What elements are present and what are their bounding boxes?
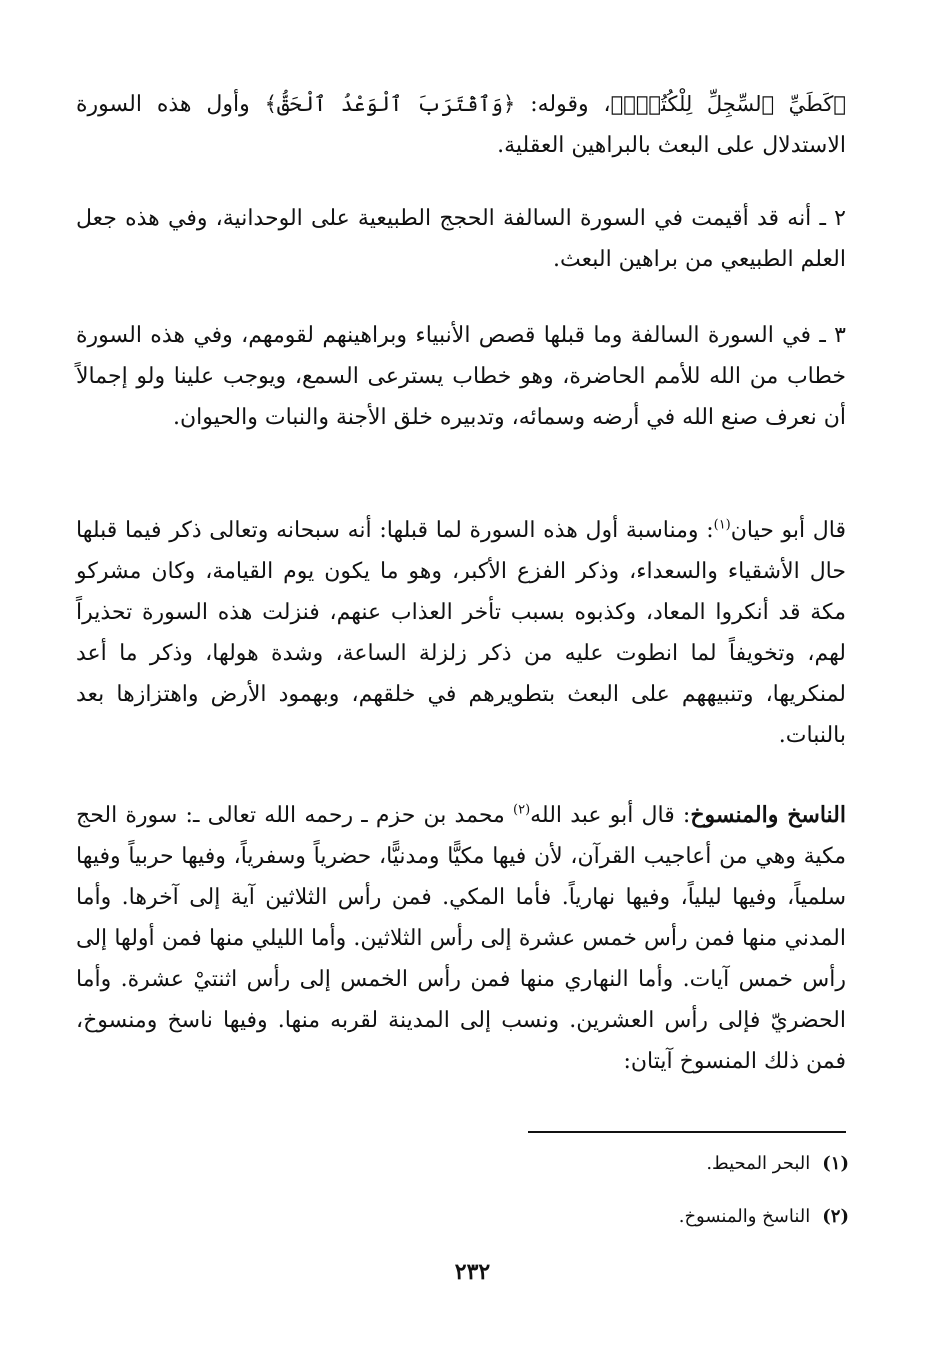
section-heading: الناسخ والمنسوخ	[690, 802, 846, 828]
footnote-2	[679, 1204, 849, 1230]
quran-bracket-close-2: ﴾	[264, 92, 277, 116]
footnote-divider	[528, 1131, 846, 1133]
paragraph-quran-citation	[76, 84, 846, 166]
paragraph-point-3: ٣ ـ في السورة السالفة وما قبلها قصص الأنبياء وبراهينهم لقومهم، وفي هذه السورة خطاب من الله للأمم الحاضرة، وهو خطاب يسترعى السمع، ويوجب علينا ولو إجمالاً أن نعرف صنع الله في أرضه وسمائه، وتدبيره خلق الأجنة والنبات والحيوان.	[76, 323, 846, 430]
quran-verse-2: وَٱقْتَرَبَ ٱلْوَعْدُ ٱلْحَقُّ	[276, 92, 503, 116]
footnote-number: (١)	[822, 1153, 849, 1174]
paragraph-point-2: ٢ ـ أنه قد أقيمت في السورة السالفة الحجج الطبيعية على الوحدانية، وفي هذه جعل العلم الطبيعي من براهين البعث.	[76, 206, 846, 272]
paragraph-text: : ومناسبة أول هذه السورة لما قبلها: أنه سبحانه وتعالى ذكر فيما قبلها حال الأشقياء والسعداء، وذكر الفزع الأكبر، وهو ما يكون يوم القيامة، وكان مشركو مكة قد أنكروا المعاد، وكذبوه بسبب تأخر العذاب عنهم، فنزلت هذه السورة تحذيراً لهم، وتخويفاً لما انطوت عليه من ذكر زلزلة الساعة، وشدة هولها، وذكر ما أعد لمنكريها، وتنبيههم على البعث بتطويرهم في خلقهم، وبهمود الأرض واهتزازها بعد بالنبات.	[76, 518, 846, 748]
quran-bracket-open-1: ﴿	[833, 92, 846, 116]
paragraph-text: محمد بن حزم ـ رحمه الله تعالى ـ: سورة الحج مكية وهي من أعاجيب القرآن، لأن فيها مكيًّا ومدنيًّا، حضرياً وسفرياً، وفيها حربياً وفيها سلمياً، وفيها ليلياً، وفيها نهارياً. فأما المكي. فمن رأس الثلاثين آية إلى آخرها. وأما المدني منها فمن رأس خمس عشرة إلى رأس الثلاثين. وأما الليلي منها فمن أولها إلى رأس خمس آيات. وأما النهاري منها فمن رأس الخمس إلى رأس اثنتيْ عشرة. وأما الحضريّ فإلى رأس العشرين. ونسب إلى المدينة لقربه منها. وفيها ناسخ ومنسوخ، فمن ذلك المنسوخ آيتان:	[76, 803, 846, 1074]
paragraph-lead: : قال أبو عبد الله	[530, 803, 691, 828]
footnote-text: البحر المحيط.	[706, 1153, 811, 1174]
footnote-ref-1: (١)	[713, 517, 731, 533]
page-number: ٢٣٢	[454, 1259, 491, 1285]
footnote-text: الناسخ والمنسوخ.	[678, 1206, 811, 1227]
paragraph-lead: قال أبو حيان	[730, 518, 847, 543]
footnote-1	[706, 1151, 849, 1177]
footnote-ref-2: (٢)	[513, 802, 531, 818]
quran-bracket-close-1: ﴾	[610, 92, 624, 116]
quran-verse-1: كَطَيِّ ٱلسِّجِلِّ لِلْكُتُبِۚ	[623, 92, 834, 116]
paragraph-text: ، وقوله:	[515, 92, 611, 117]
paragraph-abu-hayyan	[76, 510, 846, 756]
paragraph-nasikh-mansukh	[76, 795, 846, 1082]
paragraph-text: وأول هذه السورة الاستدلال على البعث بالبراهين العقلية.	[76, 92, 846, 158]
quran-bracket-open-2: ﴿	[503, 92, 516, 116]
footnote-number: (٢)	[822, 1206, 849, 1227]
